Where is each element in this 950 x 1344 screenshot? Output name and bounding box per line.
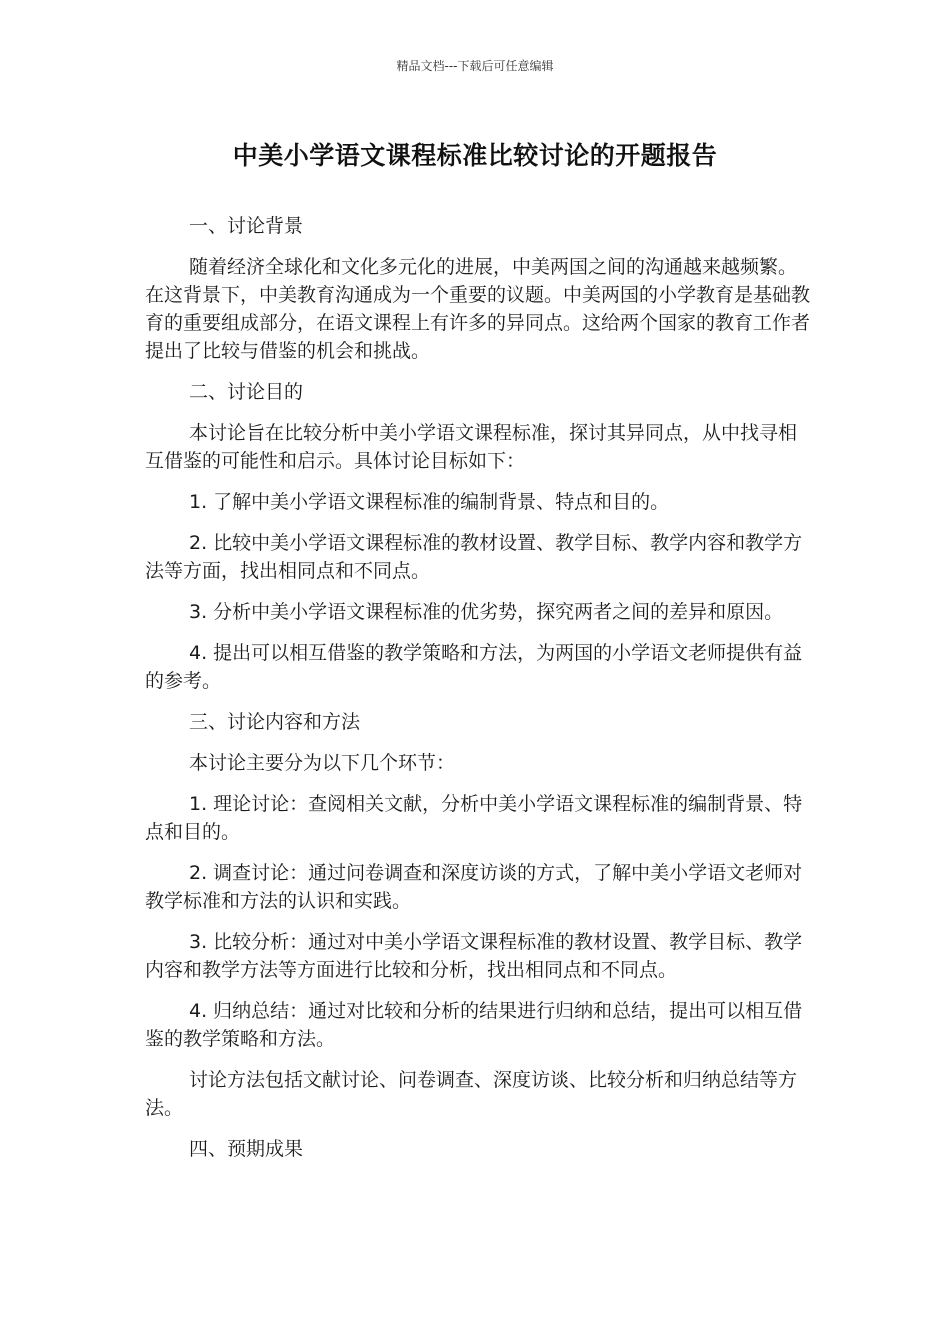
section-heading-expected-results: 四、预期成果	[189, 1138, 304, 1160]
purpose-item: 1. 了解中美小学语文课程标准的编制背景、特点和目的。	[189, 491, 670, 513]
content-item: 4. 归纳总结：通过对比较和分析的结果进行归纳和总结，提出可以相互借鉴的教学策略和方法。	[145, 1000, 803, 1050]
content-intro-paragraph: 本讨论主要分为以下几个环节：	[189, 752, 456, 774]
document-title: 中美小学语文课程标准比较讨论的开题报告	[232, 141, 718, 170]
content-item: 2. 调查讨论：通过问卷调查和深度访谈的方式，了解中美小学语文老师对教学标准和方法的认识和实践。	[145, 862, 803, 912]
purpose-item: 2. 比较中美小学语文课程标准的教材设置、教学目标、教学内容和教学方法等方面，找出相同点和不同点。	[145, 532, 803, 582]
content-item: 3. 比较分析：通过对中美小学语文课程标准的教材设置、教学目标、教学内容和教学方法等方面进行比较和分析，找出相同点和不同点。	[145, 931, 803, 981]
methods-paragraph: 讨论方法包括文献讨论、问卷调查、深度访谈、比较分析和归纳总结等方法。	[145, 1069, 798, 1119]
section-heading-purpose: 二、讨论目的	[189, 381, 304, 403]
purpose-item: 3. 分析中美小学语文课程标准的优劣势，探究两者之间的差异和原因。	[189, 601, 784, 623]
document-body	[145, 212, 810, 1176]
purpose-item: 4. 提出可以相互借鉴的教学策略和方法，为两国的小学语文老师提供有益的参考。	[145, 642, 803, 692]
purpose-intro-paragraph: 本讨论旨在比较分析中美小学语文课程标准，探讨其异同点，从中找寻相互借鉴的可能性和启示。具体讨论目标如下：	[145, 422, 798, 472]
background-paragraph: 随着经济全球化和文化多元化的进展，中美两国之间的沟通越来越频繁。在这背景下，中美教育沟通成为一个重要的议题。中美两国的小学教育是基础教育的重要组成部分，在语文课程上有许多的异同点。这给两个国家的教育工作者提出了比较与借鉴的机会和挑战。	[145, 256, 811, 362]
header-note: 精品文档---下载后可任意编辑	[396, 59, 554, 73]
section-heading-content-methods: 三、讨论内容和方法	[189, 711, 361, 733]
content-item: 1. 理论讨论：查阅相关文献，分析中美小学语文课程标准的编制背景、特点和目的。	[145, 793, 803, 843]
section-heading-background: 一、讨论背景	[189, 215, 304, 237]
